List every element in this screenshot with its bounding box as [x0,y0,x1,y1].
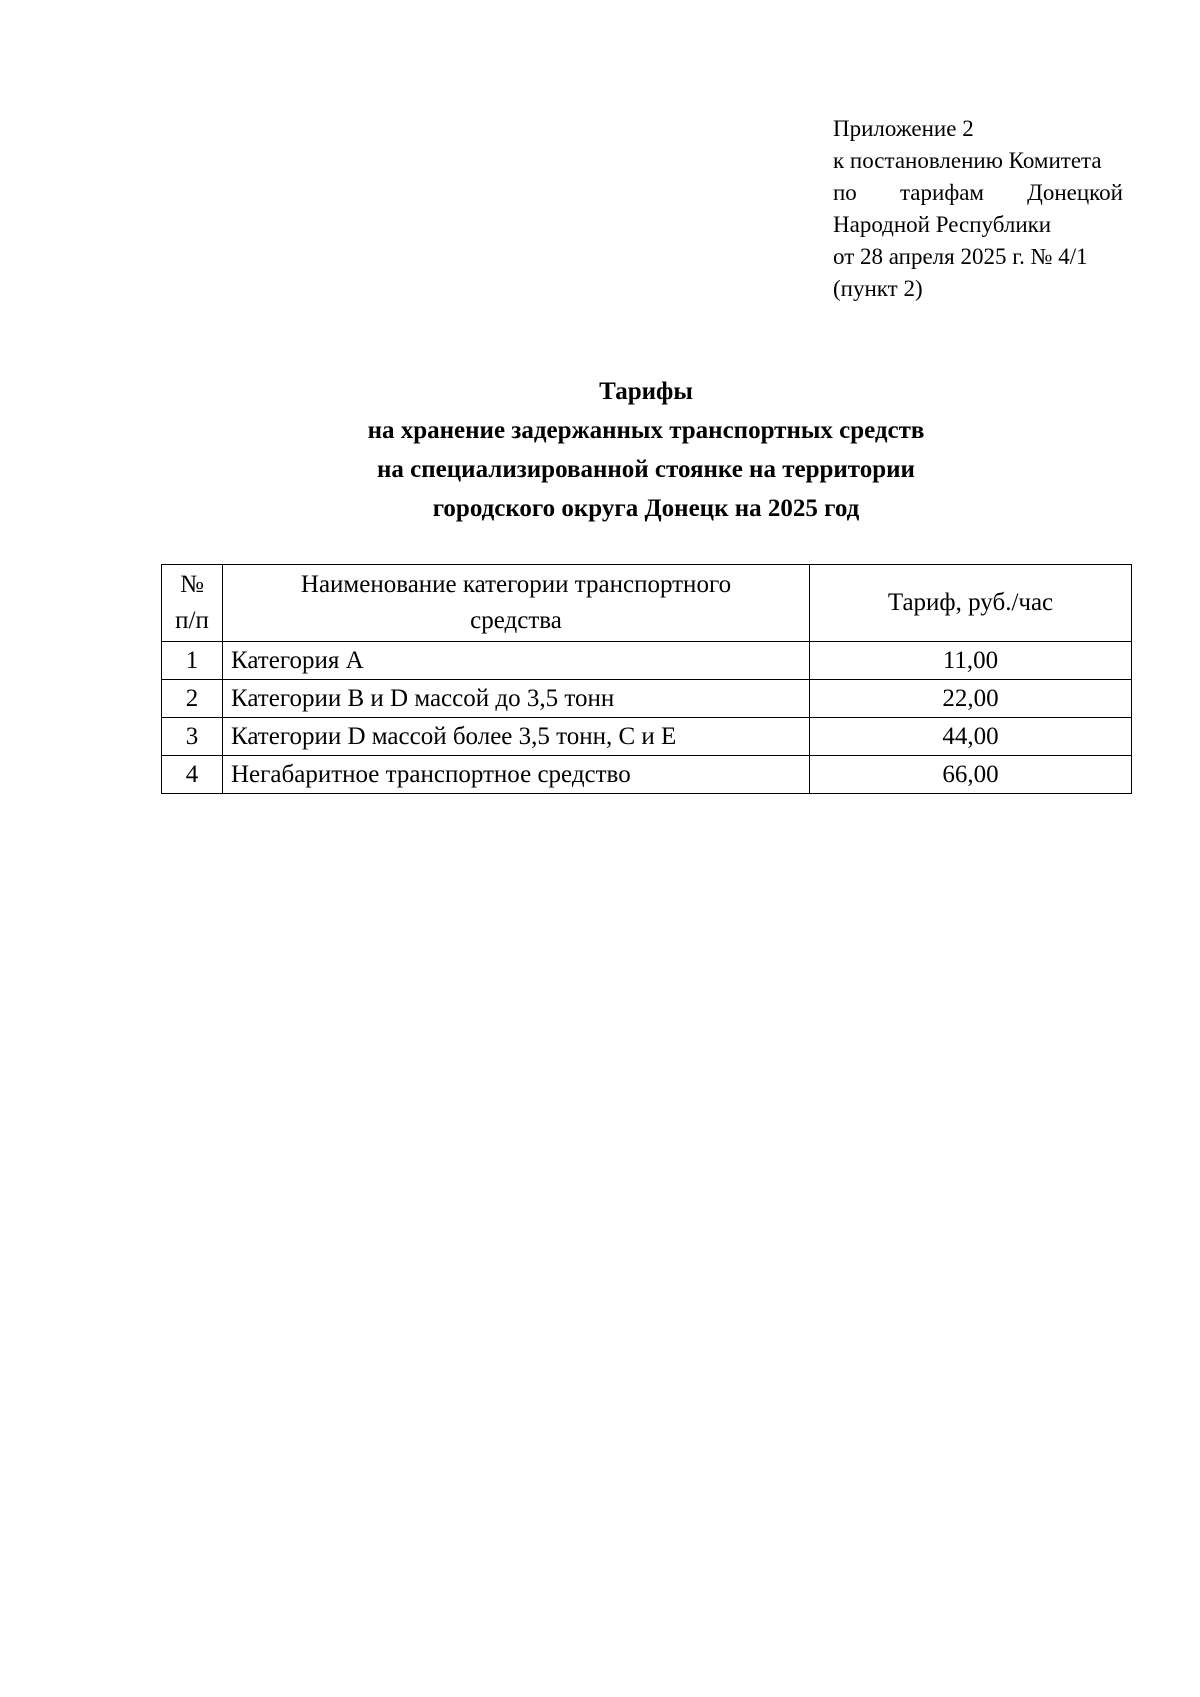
table-row [162,718,1132,756]
appendix-line-4: Народной Республики [833,212,1052,237]
row-tariff: 66,00 [810,756,1132,794]
row-tariff: 22,00 [810,680,1132,718]
row-tariff: 44,00 [810,718,1132,756]
row-tariff: 11,00 [810,642,1132,680]
row-category-name: Категории В и D массой до 3,5 тонн [223,680,810,718]
appendix-reference [833,113,1123,305]
title-line-3: на специализированной стоянке на территории [377,456,915,483]
row-category-name: Категория А [223,642,810,680]
header-name-line-2: средства [470,607,562,634]
appendix-line-1: Приложение 2 [833,116,974,141]
appendix-line-5: от 28 апреля 2025 г. № 4/1 [833,244,1088,269]
appendix-line-6: (пункт 2) [833,276,923,301]
appendix-line-2: к постановлению Комитета [833,148,1102,173]
header-number-line-1: № [180,571,204,598]
appendix-line-3-word-3: Донецкой [1027,180,1123,205]
table-row [162,680,1132,718]
appendix-line-3 [833,177,1123,209]
row-number: 2 [162,680,223,718]
title-line-4: городского округа Донецк на 2025 год [432,495,860,522]
tariffs-table [161,564,1132,794]
table-header-row [162,565,1132,642]
header-number-line-2: п/п [175,607,209,634]
table-row [162,756,1132,794]
appendix-line-3-word-2: тарифам [899,180,984,205]
title-line-1: Тарифы [599,378,693,405]
appendix-line-3-word-1: по [833,180,857,205]
row-category-name: Негабаритное транспортное средство [223,756,810,794]
header-tariff: Тариф, руб./час [810,565,1132,642]
row-number: 1 [162,642,223,680]
table-row [162,642,1132,680]
header-number [162,565,223,642]
header-category-name [223,565,810,642]
row-number: 4 [162,756,223,794]
title-line-2: на хранение задержанных транспортных средств [367,417,925,444]
header-name-line-1: Наименование категории транспортного [300,571,732,598]
row-number: 3 [162,718,223,756]
document-title [160,372,1132,528]
row-category-name: Категории D массой более 3,5 тонн, С и Е [223,718,810,756]
